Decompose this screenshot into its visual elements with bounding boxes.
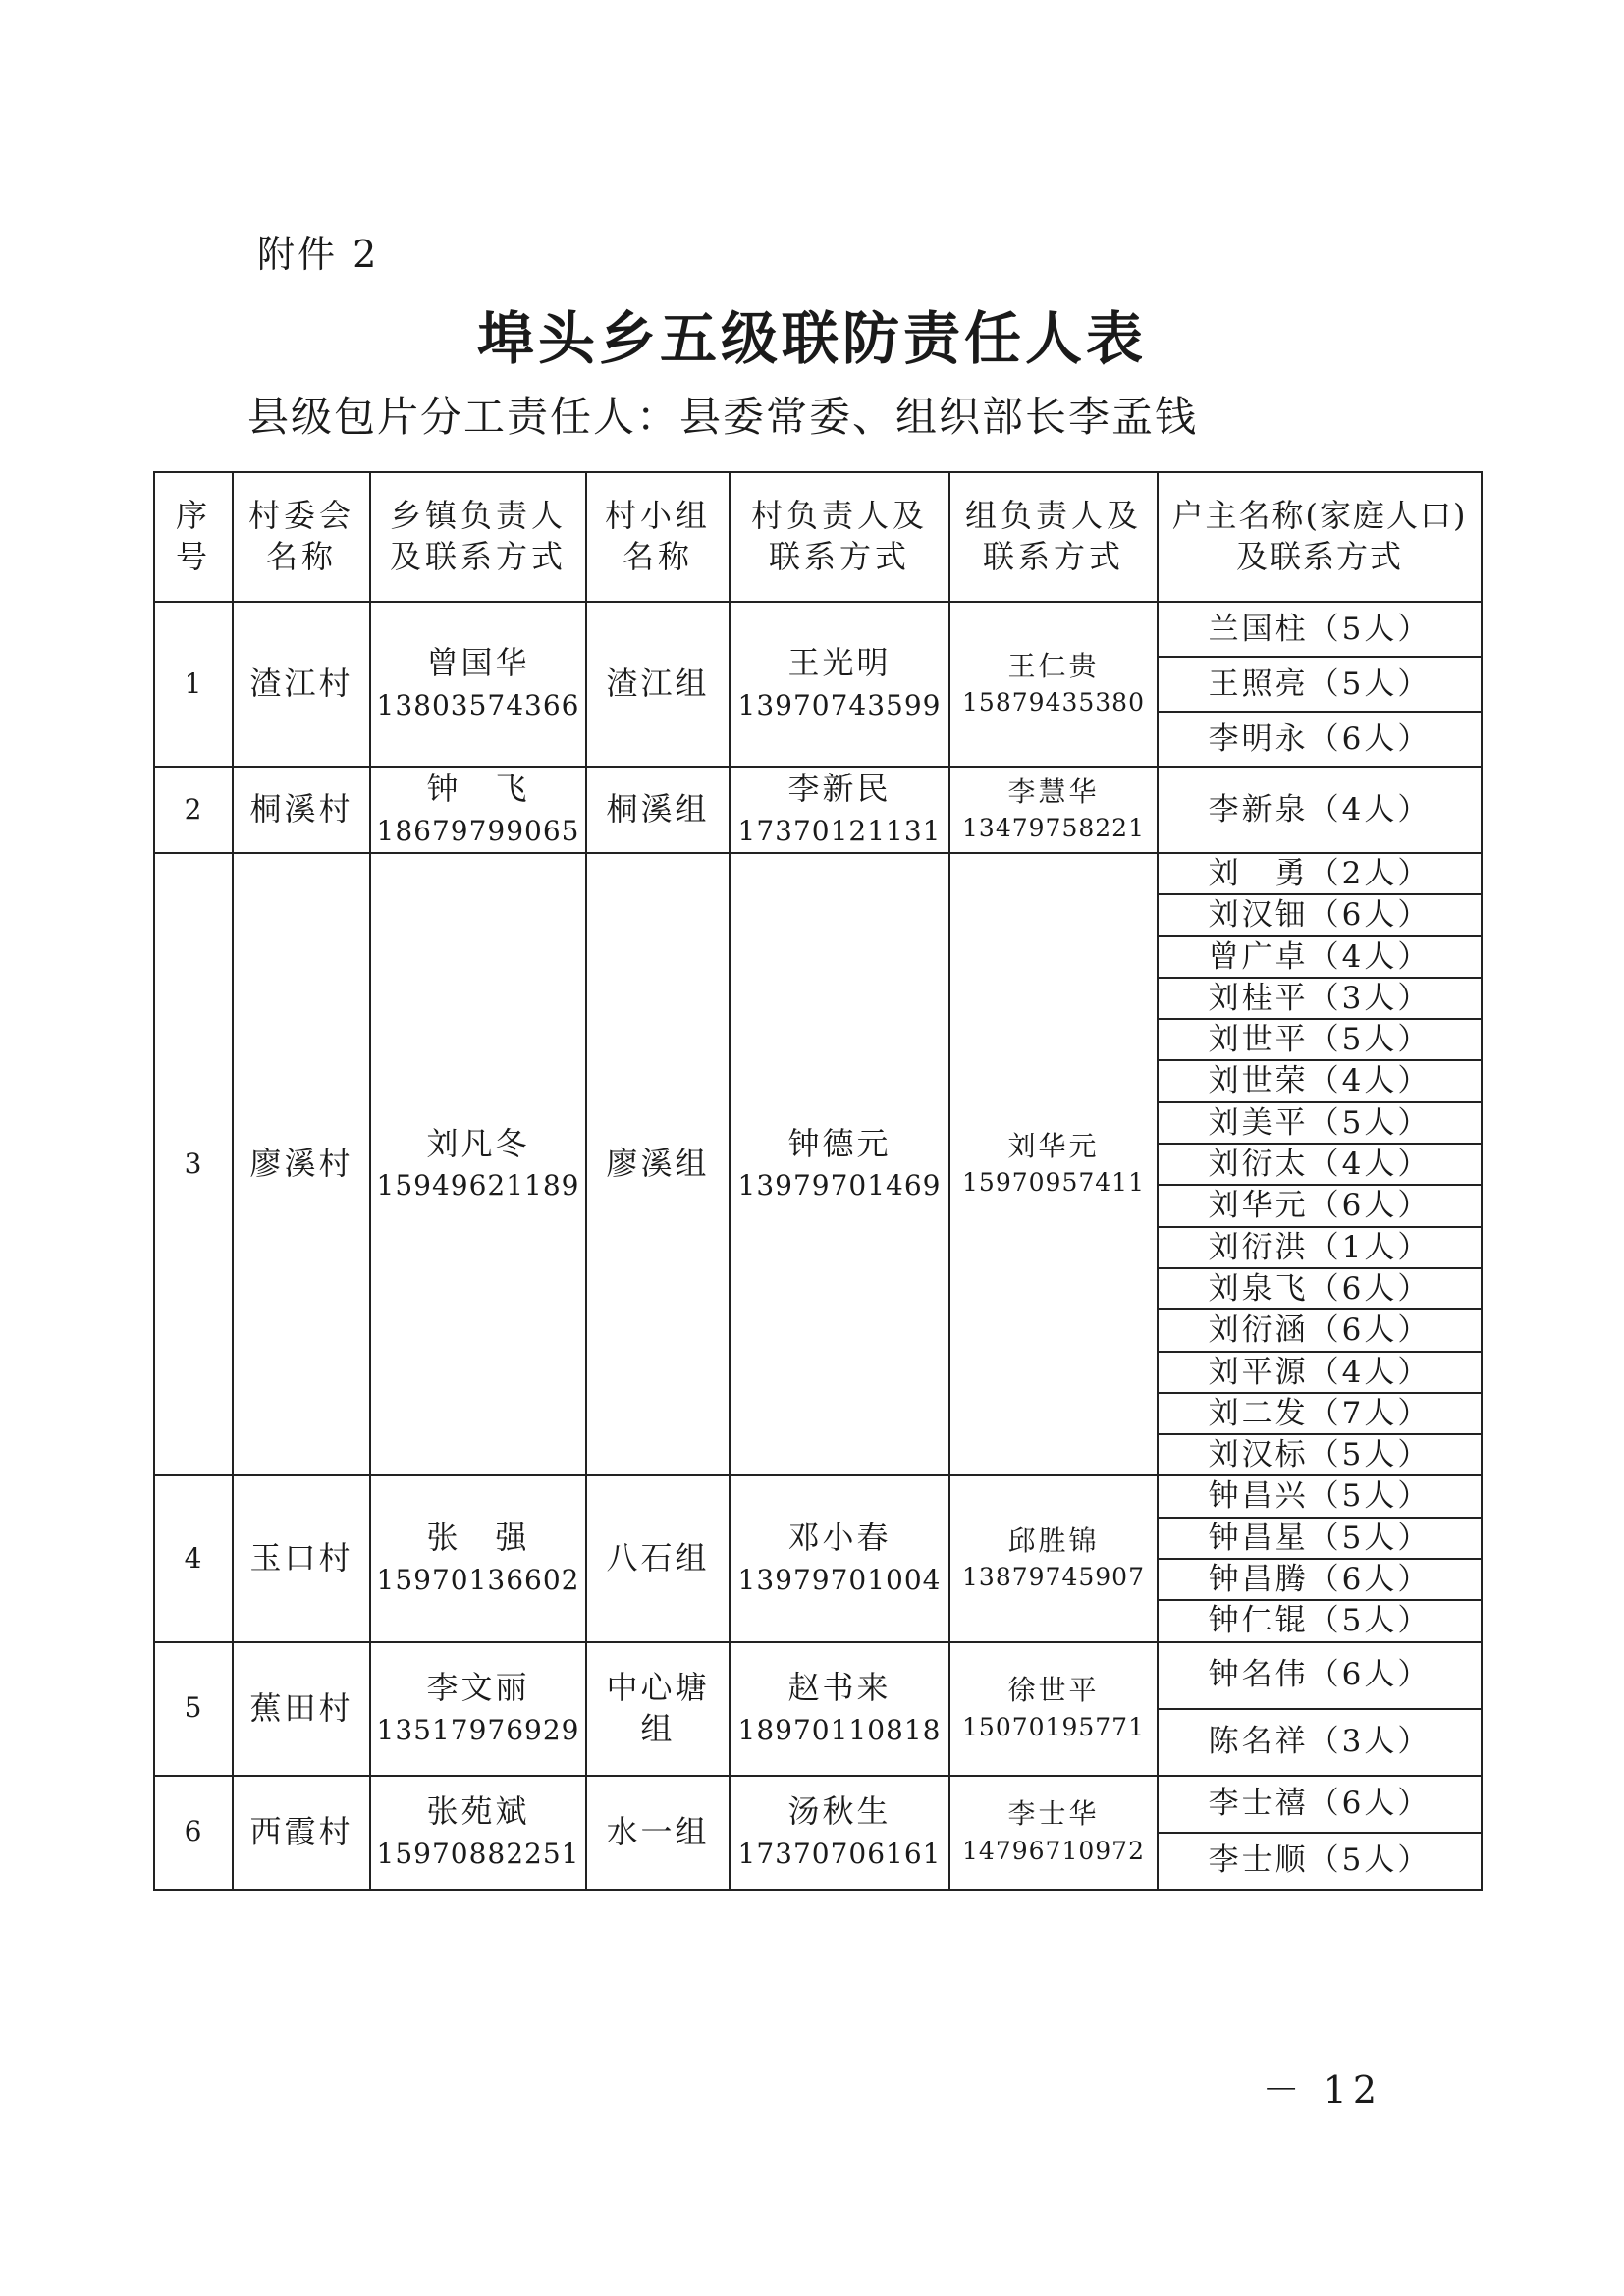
leader-phone: 14796710972 bbox=[962, 1836, 1145, 1865]
household-entry: 李新泉（4人） bbox=[1158, 767, 1482, 853]
cell-village-leader bbox=[730, 602, 949, 767]
household-entry: 李士顺（5人） bbox=[1158, 1833, 1482, 1890]
household-entry: 刘世平（5人） bbox=[1158, 1019, 1482, 1060]
table-row bbox=[154, 602, 1482, 657]
household-entry: 刘平源（4人） bbox=[1158, 1352, 1482, 1393]
village-name: 西霞村 bbox=[249, 1812, 353, 1850]
cell-group-leader bbox=[949, 853, 1158, 1475]
leader-name: 王光明 bbox=[787, 644, 892, 682]
household-entry: 刘衍涵（6人） bbox=[1158, 1309, 1482, 1351]
cell-seq bbox=[154, 1475, 233, 1641]
cell-group-leader bbox=[949, 602, 1158, 767]
household-entry: 刘衍太（4人） bbox=[1158, 1144, 1482, 1185]
document-title: 埠头乡五级联防责任人表 bbox=[476, 305, 1147, 372]
household-entry: 刘泉飞（6人） bbox=[1158, 1268, 1482, 1309]
leader-phone: 17370706161 bbox=[737, 1837, 942, 1870]
leader-name: 李文丽 bbox=[426, 1669, 530, 1707]
group-name: 桐溪组 bbox=[606, 790, 710, 828]
header-village: 村委会 名称 bbox=[233, 472, 370, 602]
leader-phone: 15970882251 bbox=[376, 1837, 580, 1870]
table-row bbox=[154, 1642, 1482, 1709]
leader-phone: 13517976929 bbox=[376, 1713, 580, 1746]
table-row bbox=[154, 767, 1482, 853]
leader-phone: 15949621189 bbox=[376, 1169, 580, 1202]
household-entry: 刘华元（6人） bbox=[1158, 1185, 1482, 1226]
village-name: 渣江村 bbox=[249, 665, 353, 703]
table-row bbox=[154, 1776, 1482, 1833]
leader-phone: 17370121131 bbox=[737, 815, 942, 847]
table-row bbox=[154, 853, 1482, 894]
leader-name: 李士华 bbox=[1007, 1797, 1100, 1831]
leader-phone: 15879435380 bbox=[962, 688, 1145, 717]
header-village-leader: 村负责人及 联系方式 bbox=[730, 472, 949, 602]
header-township-leader: 乡镇负责人 及联系方式 bbox=[370, 472, 586, 602]
household-entry: 钟名伟（6人） bbox=[1158, 1642, 1482, 1709]
household-entry: 刘世荣（4人） bbox=[1158, 1060, 1482, 1101]
household-entry: 刘美平（5人） bbox=[1158, 1102, 1482, 1144]
leader-phone: 13979701004 bbox=[737, 1564, 942, 1597]
leader-phone: 18679799065 bbox=[376, 815, 580, 847]
leader-name: 刘凡冬 bbox=[426, 1124, 530, 1162]
cell-seq bbox=[154, 853, 233, 1475]
cell-township-leader bbox=[370, 1776, 586, 1890]
attachment-label: 附件 2 bbox=[257, 233, 380, 276]
household-entry: 钟仁锟（5人） bbox=[1158, 1600, 1482, 1641]
leader-phone: 13479758221 bbox=[962, 814, 1145, 842]
cell-village bbox=[233, 602, 370, 767]
cell-township-leader bbox=[370, 602, 586, 767]
leader-name: 钟 飞 bbox=[426, 770, 530, 808]
household-entry: 李士禧（6人） bbox=[1158, 1776, 1482, 1833]
header-seq: 序 号 bbox=[154, 472, 233, 602]
cell-village bbox=[233, 1776, 370, 1890]
household-entry: 钟昌腾（6人） bbox=[1158, 1559, 1482, 1600]
village-name: 蕉田村 bbox=[249, 1688, 353, 1727]
cell-village-leader bbox=[730, 1776, 949, 1890]
cell-township-leader bbox=[370, 1475, 586, 1641]
group-name: 廖溪组 bbox=[606, 1145, 710, 1183]
cell-township-leader bbox=[370, 853, 586, 1475]
leader-name: 张苑斌 bbox=[426, 1792, 530, 1831]
cell-group-leader bbox=[949, 1475, 1158, 1641]
leader-name: 李慧华 bbox=[1007, 774, 1100, 808]
table-header-row bbox=[154, 472, 1482, 602]
group-name: 渣江组 bbox=[606, 665, 710, 703]
seq-number: 6 bbox=[184, 1815, 203, 1848]
seq-number: 4 bbox=[184, 1541, 203, 1575]
household-entry: 刘汉标（5人） bbox=[1158, 1434, 1482, 1475]
household-entry: 刘衍洪（1人） bbox=[1158, 1227, 1482, 1268]
table-row bbox=[154, 1475, 1482, 1517]
leader-name: 李新民 bbox=[787, 770, 892, 808]
cell-seq bbox=[154, 1642, 233, 1776]
cell-village bbox=[233, 1642, 370, 1776]
header-group: 村小组 名称 bbox=[586, 472, 730, 602]
cell-group bbox=[586, 853, 730, 1475]
cell-village bbox=[233, 853, 370, 1475]
leader-name: 邓小春 bbox=[787, 1519, 892, 1557]
leader-name: 汤秋生 bbox=[787, 1792, 892, 1831]
seq-number: 5 bbox=[184, 1691, 203, 1725]
cell-group-leader bbox=[949, 767, 1158, 853]
cell-village-leader bbox=[730, 1475, 949, 1641]
cell-group bbox=[586, 1776, 730, 1890]
leader-name: 张 强 bbox=[426, 1519, 530, 1557]
cell-group-leader bbox=[949, 1776, 1158, 1890]
village-name: 廖溪村 bbox=[249, 1145, 353, 1183]
cell-group-leader bbox=[949, 1642, 1158, 1776]
cell-township-leader bbox=[370, 767, 586, 853]
group-name: 八石组 bbox=[606, 1539, 710, 1577]
leader-name: 曾国华 bbox=[426, 644, 530, 682]
cell-village bbox=[233, 1475, 370, 1641]
leader-name: 邱胜锦 bbox=[1007, 1523, 1100, 1557]
leader-name: 徐世平 bbox=[1007, 1674, 1100, 1707]
household-entry: 钟昌兴（5人） bbox=[1158, 1475, 1482, 1517]
household-entry: 曾广卓（4人） bbox=[1158, 936, 1482, 978]
seq-number: 1 bbox=[184, 667, 203, 700]
cell-seq bbox=[154, 767, 233, 853]
leader-phone: 13970743599 bbox=[737, 689, 942, 721]
document-subtitle: 县级包片分工责任人：县委常委、组织部长李孟钱 bbox=[247, 393, 1199, 441]
leader-phone: 13979701469 bbox=[737, 1169, 942, 1202]
group-name: 水一组 bbox=[606, 1812, 710, 1850]
household-entry: 李明永（6人） bbox=[1158, 712, 1482, 767]
household-entry: 刘汉钿（6人） bbox=[1158, 894, 1482, 935]
village-name: 桐溪村 bbox=[249, 790, 353, 828]
cell-village-leader bbox=[730, 767, 949, 853]
responsibility-table bbox=[153, 471, 1483, 1891]
leader-phone: 15970957411 bbox=[962, 1168, 1145, 1198]
household-entry: 刘二发（7人） bbox=[1158, 1393, 1482, 1434]
leader-name: 钟德元 bbox=[787, 1124, 892, 1162]
household-entry: 钟昌星（5人） bbox=[1158, 1518, 1482, 1559]
cell-group bbox=[586, 767, 730, 853]
seq-number: 2 bbox=[184, 792, 203, 826]
cell-group bbox=[586, 1642, 730, 1776]
header-group-leader: 组负责人及 联系方式 bbox=[949, 472, 1158, 602]
cell-seq bbox=[154, 1776, 233, 1890]
cell-group bbox=[586, 602, 730, 767]
household-entry: 刘 勇（2人） bbox=[1158, 853, 1482, 894]
cell-township-leader bbox=[370, 1642, 586, 1776]
leader-phone: 15970136602 bbox=[376, 1564, 580, 1597]
leader-phone: 13803574366 bbox=[376, 689, 580, 721]
leader-phone: 15070195771 bbox=[962, 1712, 1145, 1741]
header-households: 户主名称(家庭人口) 及联系方式 bbox=[1158, 472, 1482, 602]
seq-number: 3 bbox=[184, 1148, 203, 1181]
household-entry: 兰国柱（5人） bbox=[1158, 602, 1482, 657]
leader-name: 刘华元 bbox=[1007, 1129, 1100, 1162]
household-entry: 王照亮（5人） bbox=[1158, 657, 1482, 712]
leader-phone: 13879745907 bbox=[962, 1563, 1145, 1592]
leader-name: 赵书来 bbox=[787, 1669, 892, 1707]
cell-village-leader bbox=[730, 1642, 949, 1776]
village-name: 玉口村 bbox=[249, 1539, 353, 1577]
cell-village-leader bbox=[730, 853, 949, 1475]
cell-seq bbox=[154, 602, 233, 767]
household-entry: 陈名祥（3人） bbox=[1158, 1709, 1482, 1776]
page-number: － 12 bbox=[1262, 2068, 1382, 2111]
household-entry: 刘桂平（3人） bbox=[1158, 978, 1482, 1019]
leader-phone: 18970110818 bbox=[737, 1713, 942, 1746]
cell-village bbox=[233, 767, 370, 853]
leader-name: 王仁贵 bbox=[1007, 649, 1100, 682]
group-name: 组 bbox=[640, 1709, 676, 1747]
group-name: 中心塘 bbox=[606, 1669, 710, 1707]
cell-group bbox=[586, 1475, 730, 1641]
